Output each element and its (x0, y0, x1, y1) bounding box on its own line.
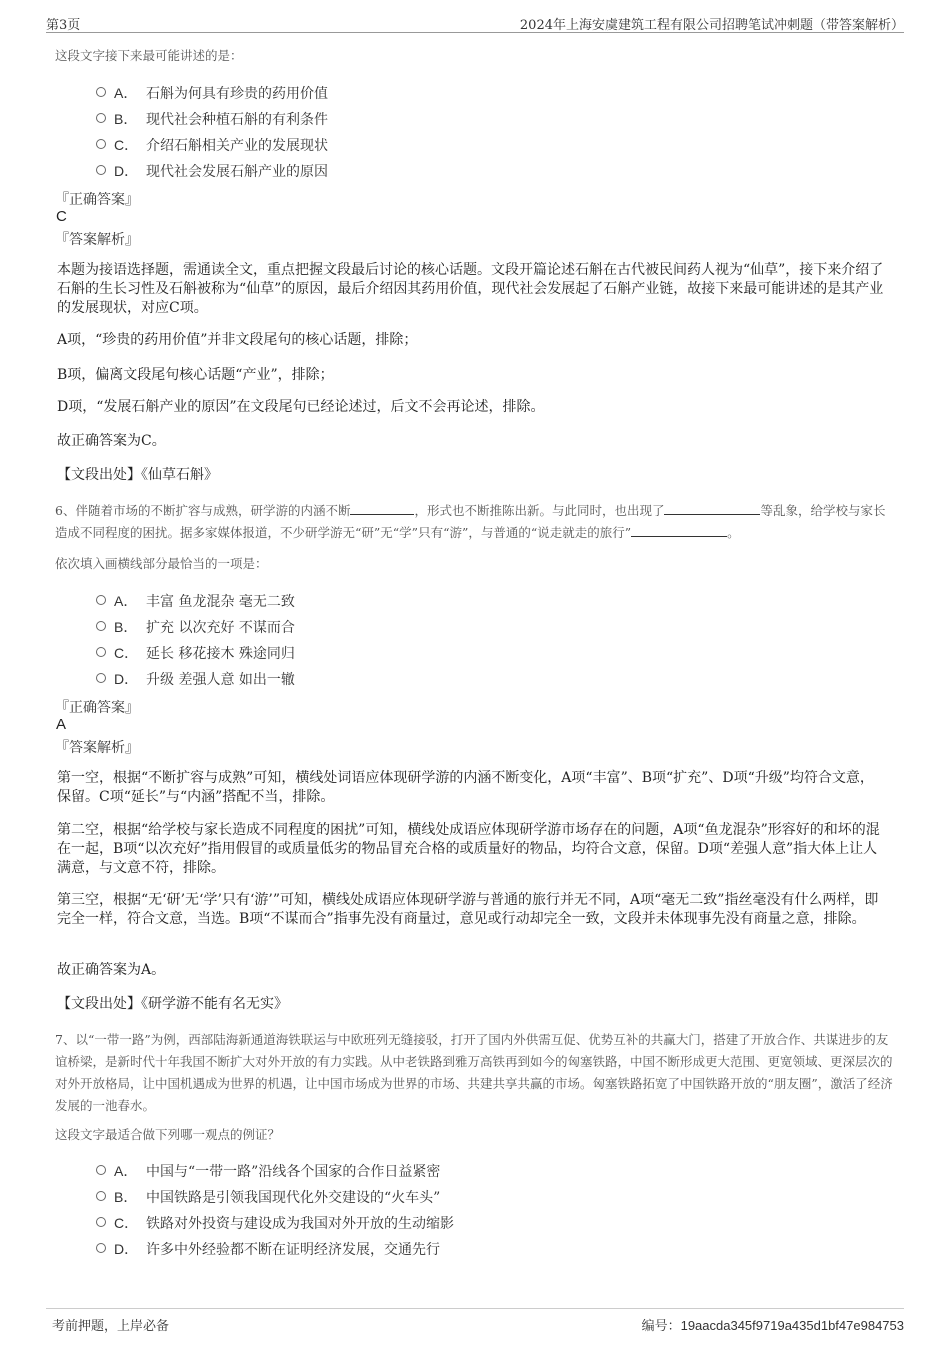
page-header (46, 10, 904, 33)
blank-3 (631, 524, 727, 537)
q7-stem: 7、以“一带一路”为例，西部陆海新通道海铁联运与中欧班列无缝接驳，打开了国内外供需互促、优势互补的共赢大门，搭建了开放合作、共谋进步的友谊桥梁，是新时代十年我国不断扩大对外开放的有力实践。从中老铁路到雅万高铁再到如今的匈塞铁路，中国不断形成更大范围、更宽领域、更深层次的对外开放格局，让中国机遇成为世界的机遇，让中国市场成为世界的市场、共建共享共赢的市场。匈塞铁路拓宽了中国铁路开放的“朋友圈”，激活了经济发展的一池春水。 (55, 1032, 893, 1113)
q6-conclusion: 故正确答案为A。 (57, 962, 166, 978)
radio-icon[interactable] (96, 1191, 106, 1201)
radio-icon[interactable] (96, 1217, 106, 1227)
radio-icon[interactable] (96, 87, 106, 97)
radio-icon[interactable] (96, 139, 106, 149)
q5-analysis-paragraph: A项，“珍贵的药用价值”并非文段尾句的核心话题，排除； (57, 332, 418, 348)
page-number: 第3页 (46, 18, 81, 33)
q6-stem: 6、伴随着市场的不断扩容与成熟，研学游的内涵不断 ，形式也不断推陈出新。与此同时，也出现了 等乱象，给学校与家长造成不同程度的困扰。据多家媒体报道，不少研学游无“研”无“学”只有“游”，与普通的“说走就走的旅行” 。 (55, 503, 886, 540)
q6-prompt: 依次填入画横线部分最恰当的一项是： (55, 556, 268, 571)
q5-analysis-paragraph: D项，“发展石斛产业的原因”在文段尾句已经论述过，后文不会再论述，排除。 (57, 399, 545, 415)
q6-answer: A (56, 716, 67, 733)
q6-source: 【文段出处】《研学游不能有名无实》 (57, 996, 288, 1012)
radio-icon[interactable] (96, 621, 106, 631)
q5-analysis-paragraph: 本题为接语选择题，需通读全文，重点把握文段最后讨论的核心话题。文段开篇论述石斛在古代被民间药人视为“仙草”，接下来介绍了石斛的生长习性及石斛被称为“仙草”的原因，最后介绍因其药用价值，现代社会发展起了石斛产业链，故接下来最可能讲述的是其产业的发展现状，对应C项。 (57, 262, 884, 316)
q6-analysis-paragraph: 第二空，根据“给学校与家长造成不同程度的困扰”可知，横线处成语应体现研学游市场存在的问题，A项“鱼龙混杂”形容好的和坏的混在一起，B项“以次充好”指用假冒的或质量低劣的物品冒充合格的或质量好的物品，均符合文意，保留。D项“差强人意”指大体上让人满意，与文意不符，排除。 (57, 822, 880, 876)
radio-icon[interactable] (96, 113, 106, 123)
q5-analysis-paragraph: B项，偏离文段尾句核心话题“产业”，排除； (57, 367, 334, 383)
radio-icon[interactable] (96, 1165, 106, 1175)
q5-answer-label: 『正确答案』 (55, 192, 139, 208)
q6-answer-label: 『正确答案』 (55, 700, 139, 716)
q5-analysis-label: 『答案解析』 (55, 232, 139, 248)
document-title: 2024年上海安虞建筑工程有限公司招聘笔试冲刺题（带答案解析） (519, 18, 904, 33)
radio-icon[interactable] (96, 595, 106, 605)
footer-slogan: 考前押题，上岸必备 (52, 1319, 170, 1334)
q5-answer: C (56, 208, 67, 225)
q6-analysis-paragraph: 第一空，根据“不断扩容与成熟”可知，横线处词语应体现研学游的内涵不断变化，A项“丰富”、B项“扩充”、D项“升级”均符合文意，保留。C项“延长”与“内涵”搭配不当，排除。 (57, 770, 874, 805)
radio-icon[interactable] (96, 647, 106, 657)
page-footer (46, 1308, 904, 1339)
q7-prompt: 这段文字最适合做下列哪一观点的例证？ (55, 1127, 281, 1142)
q5-source: 【文段出处】《仙草石斛》 (57, 467, 218, 483)
document-code: 编号：19aacda345f9719a435d1bf47e984753 (641, 1318, 904, 1334)
radio-icon[interactable] (96, 1243, 106, 1253)
radio-icon[interactable] (96, 165, 106, 175)
radio-icon[interactable] (96, 673, 106, 683)
q6-analysis-label: 『答案解析』 (55, 740, 139, 756)
q5-prompt: 这段文字接下来最可能讲述的是： (55, 48, 243, 63)
blank-1 (350, 502, 414, 515)
blank-2 (664, 502, 760, 515)
q6-analysis-paragraph: 第三空，根据“无‘研’无‘学’只有‘游’”可知，横线处成语应体现研学游与普通的旅行并无不同，A项“毫无二致”指丝毫没有什么两样，即完全一样，符合文意，当选。B项“不谋而合”指事先没有商量过，意见或行动却完全一致，文段并未体现事先没有商量之意，排除。 (57, 892, 879, 927)
q5-conclusion: 故正确答案为C。 (57, 433, 166, 449)
